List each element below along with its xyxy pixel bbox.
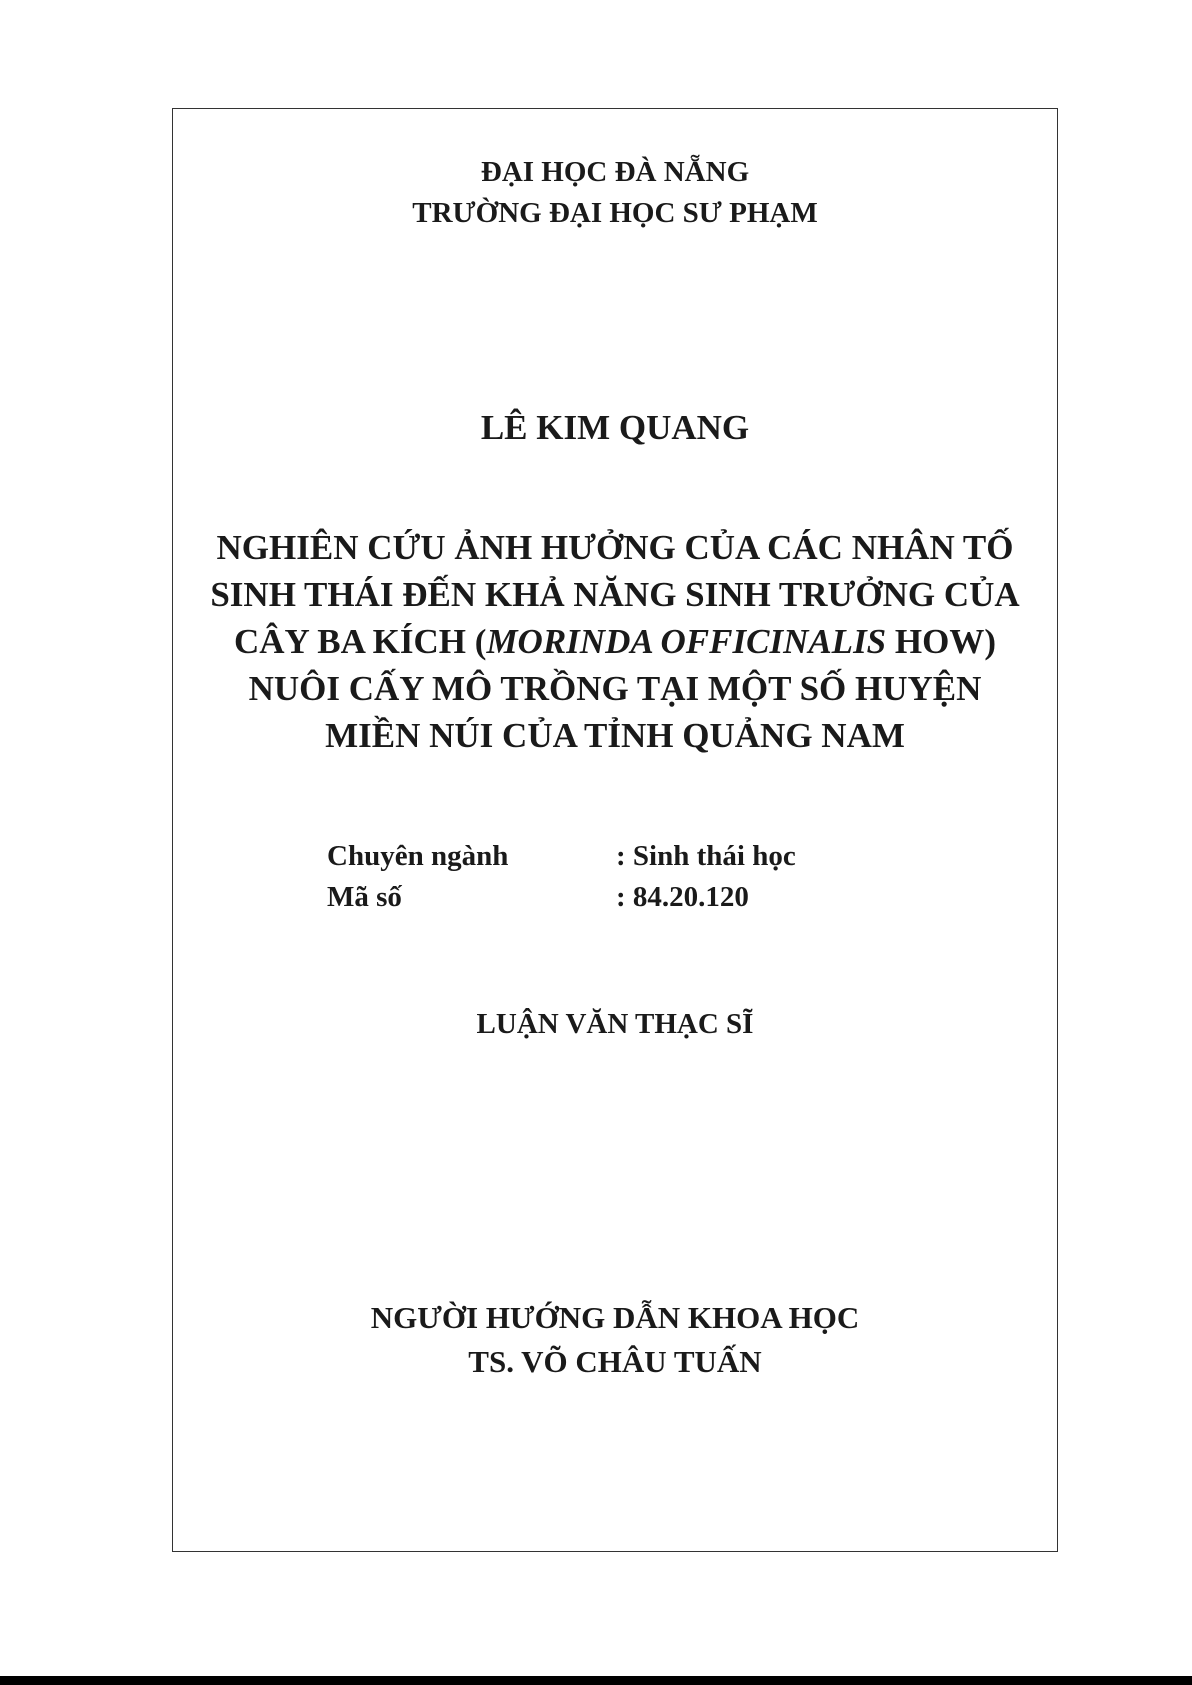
advisor-name: TS. VÕ CHÂU TUẤN <box>468 1344 762 1379</box>
title-line-4: NUÔI CẤY MÔ TRỒNG TẠI MỘT SỐ HUYỆN <box>248 669 982 708</box>
thesis-title <box>172 524 1058 759</box>
advisor-block <box>172 1296 1058 1384</box>
major-value: : Sinh thái học <box>616 840 796 872</box>
major-row <box>327 836 796 877</box>
title-line-2: SINH THÁI ĐẾN KHẢ NĂNG SINH TRƯỞNG CỦA <box>210 575 1020 614</box>
university-name: ĐẠI HỌC ĐÀ NẴNG <box>480 156 750 188</box>
code-value: : 84.20.120 <box>616 881 749 913</box>
institution-header <box>172 152 1058 234</box>
bottom-edge-bar <box>0 1676 1192 1685</box>
school-name: TRƯỜNG ĐẠI HỌC SƯ PHẠM <box>412 197 818 229</box>
title-line-3-suffix: HOW) <box>886 622 997 661</box>
code-row <box>327 877 796 918</box>
thesis-meta <box>327 836 796 918</box>
advisor-label: NGƯỜI HƯỚNG DẪN KHOA HỌC <box>370 1300 860 1335</box>
title-line-1: NGHIÊN CỨU ẢNH HƯỞNG CỦA CÁC NHÂN TỐ <box>216 528 1014 567</box>
degree-type: LUẬN VĂN THẠC SĨ <box>476 1008 754 1040</box>
title-line-3-prefix: CÂY BA KÍCH ( <box>233 622 487 661</box>
author-name: LÊ KIM QUANG <box>480 408 750 447</box>
title-line-5: MIỀN NÚI CỦA TỈNH QUẢNG NAM <box>325 716 905 755</box>
code-label: Mã số <box>327 881 402 913</box>
title-line-3 <box>172 618 1058 665</box>
species-name: MORINDA OFFICINALIS <box>486 622 887 661</box>
major-label: Chuyên ngành <box>327 840 509 872</box>
